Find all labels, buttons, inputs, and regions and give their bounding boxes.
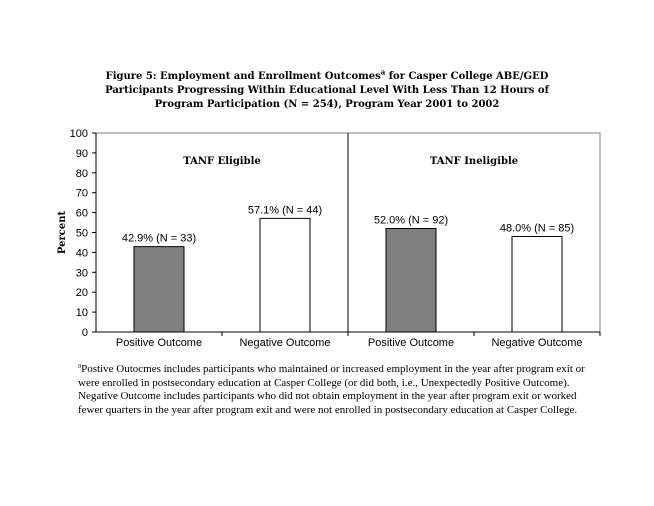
- x-tick-label: Positive Outcome: [367, 337, 455, 349]
- y-axis-title: Percent: [57, 210, 68, 255]
- y-tick-label: 90: [75, 147, 88, 160]
- x-tick-label: Negative Outcome: [239, 337, 331, 349]
- bar: [134, 247, 184, 332]
- y-tick-label: 20: [75, 287, 88, 300]
- footnote-text: Postive Outocmes includes participants who maintained or increased employment in the year after program exit or were enrolled in postsecondary education at Casper College (or did both, i.e., Unexpectedly Positive Outcome). Negative Outcome includes participants who did not obtain employment in the year after program exit or worked fewer quarters in the year after program exit and were not enrolled in postsecondary education at Casper College.: [78, 363, 585, 416]
- panel-title: TANF Eligible: [183, 156, 261, 167]
- bar-data-label: 42.9% (N = 33): [121, 232, 197, 245]
- bar-data-label: 57.1% (N = 44): [247, 204, 323, 217]
- title-line1-pre: Figure 5: Employment and Enrollment Outcomes: [105, 71, 381, 82]
- y-tick-label: 10: [75, 307, 88, 320]
- bar-data-label: 48.0% (N = 85): [499, 222, 575, 235]
- title-line1-post: for Casper College ABE/GED: [385, 71, 549, 82]
- y-tick-label: 40: [75, 247, 88, 260]
- bar: [512, 236, 562, 332]
- y-tick-label: 100: [69, 128, 88, 140]
- title-footnote-marker: a: [380, 67, 386, 77]
- title-line3: Program Participation (N = 254), Program Year 2001 to 2002: [154, 99, 500, 110]
- panel-title: TANF Ineligible: [429, 156, 519, 167]
- x-tick-label: Positive Outcome: [115, 337, 203, 349]
- footnote: [78, 363, 598, 417]
- y-tick-label: 30: [75, 267, 88, 280]
- title-line2: Participants Progressing Within Educational Level With Less Than 12 Hours of: [105, 85, 549, 96]
- bar-data-label: 52.0% (N = 92): [373, 214, 449, 227]
- y-tick-label: 0: [81, 327, 88, 339]
- footnote-marker: a: [78, 361, 82, 370]
- bar: [260, 218, 310, 332]
- y-tick-label: 50: [75, 227, 88, 240]
- y-tick-label: 70: [75, 187, 88, 200]
- y-tick-label: 60: [75, 207, 88, 220]
- x-tick-label: Negative Outcome: [491, 337, 583, 349]
- y-tick-label: 80: [75, 167, 88, 180]
- bar: [386, 229, 436, 332]
